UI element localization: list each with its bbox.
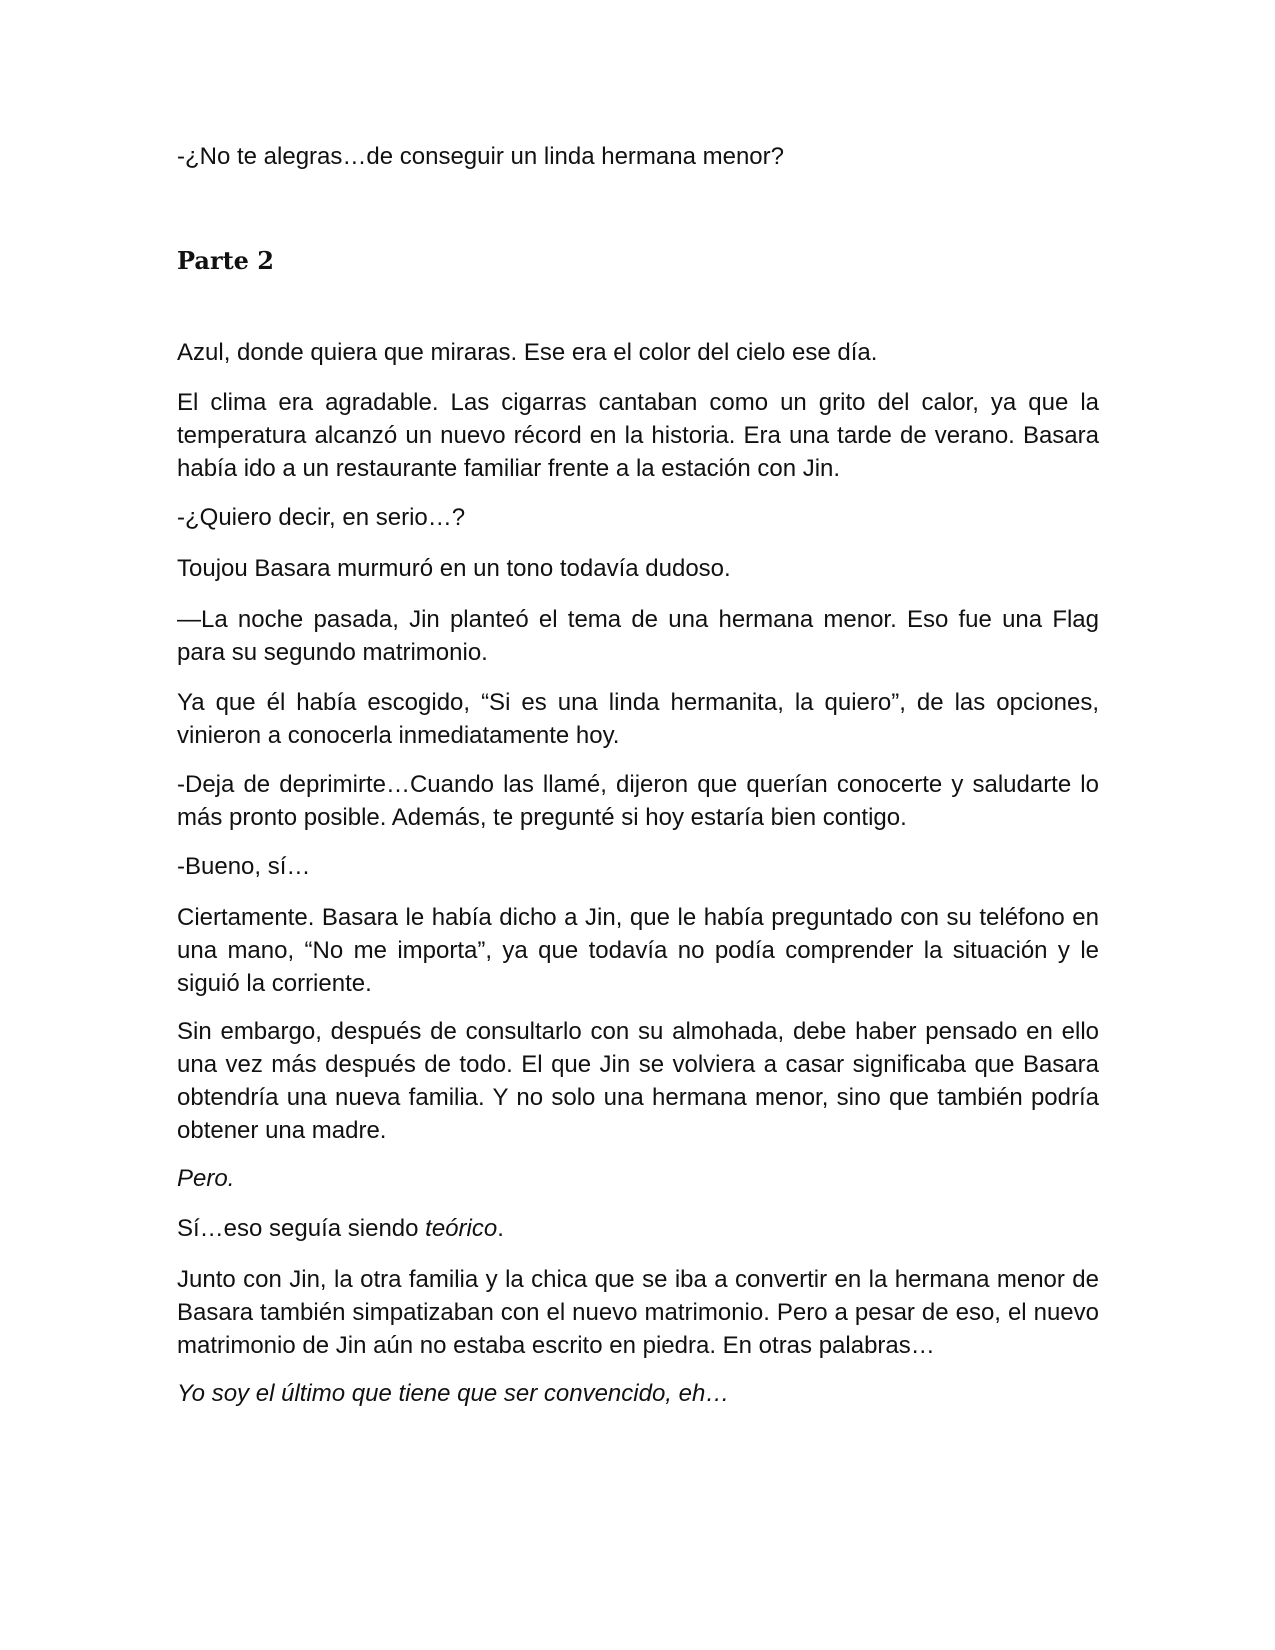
paragraph-7: -Deja de deprimirte…Cuando las llamé, dijeron que querían conocerte y saludarte lo más pronto posible. Además, te pregunté si hoy estaría bien contigo. [177, 771, 1099, 831]
document-page [177, 0, 1099, 1650]
paragraph-11: Pero. [177, 1165, 235, 1192]
section-heading: Parte 2 [177, 246, 275, 275]
paragraph-9: Ciertamente. Basara le había dicho a Jin, que le había preguntado con su teléfono en una mano, “No me importa”, ya que todavía no podía comprender la situación y le siguió la corriente. [177, 904, 1099, 997]
paragraph-1: Azul, donde quiera que miraras. Ese era el color del cielo ese día. [177, 339, 878, 366]
paragraph-2: El clima era agradable. Las cigarras cantaban como un grito del calor, ya que la temperatura alcanzó un nuevo récord en la historia. Era una tarde de verano. Basara había ido a un restaurante familiar frente a la estación con Jin. [177, 389, 1099, 482]
paragraph-4: Toujou Basara murmuró en un tono todavía dudoso. [177, 555, 731, 582]
paragraph-10: Sin embargo, después de consultarlo con su almohada, debe haber pensado en ello una vez más después de todo. El que Jin se volviera a casar significaba que Basara obtendría una nueva familia. Y no solo una hermana menor, sino que también podría obtener una madre. [177, 1018, 1099, 1144]
paragraph-12-emphasis: teórico [425, 1215, 498, 1242]
paragraph-14: Yo soy el último que tiene que ser convencido, eh… [177, 1380, 730, 1407]
paragraph-5: —La noche pasada, Jin planteó el tema de una hermana menor. Eso fue una Flag para su segundo matrimonio. [177, 606, 1099, 666]
paragraph-12-suffix: . [497, 1215, 504, 1242]
paragraph-8: -Bueno, sí… [177, 853, 311, 880]
paragraph-3: -¿Quiero decir, en serio…? [177, 504, 466, 531]
paragraph-12 [177, 1212, 1099, 1245]
paragraph-13: Junto con Jin, la otra familia y la chica que se iba a convertir en la hermana menor de Basara también simpatizaban con el nuevo matrimonio. Pero a pesar de eso, el nuevo matrimonio de Jin aún no estaba escrito en piedra. En otras palabras… [177, 1266, 1099, 1359]
paragraph-12-prefix: Sí…eso seguía siendo [177, 1215, 426, 1242]
opening-line: -¿No te alegras…de conseguir un linda hermana menor? [177, 143, 784, 170]
paragraph-6: Ya que él había escogido, “Si es una linda hermanita, la quiero”, de las opciones, vinieron a conocerla inmediatamente hoy. [177, 689, 1099, 749]
